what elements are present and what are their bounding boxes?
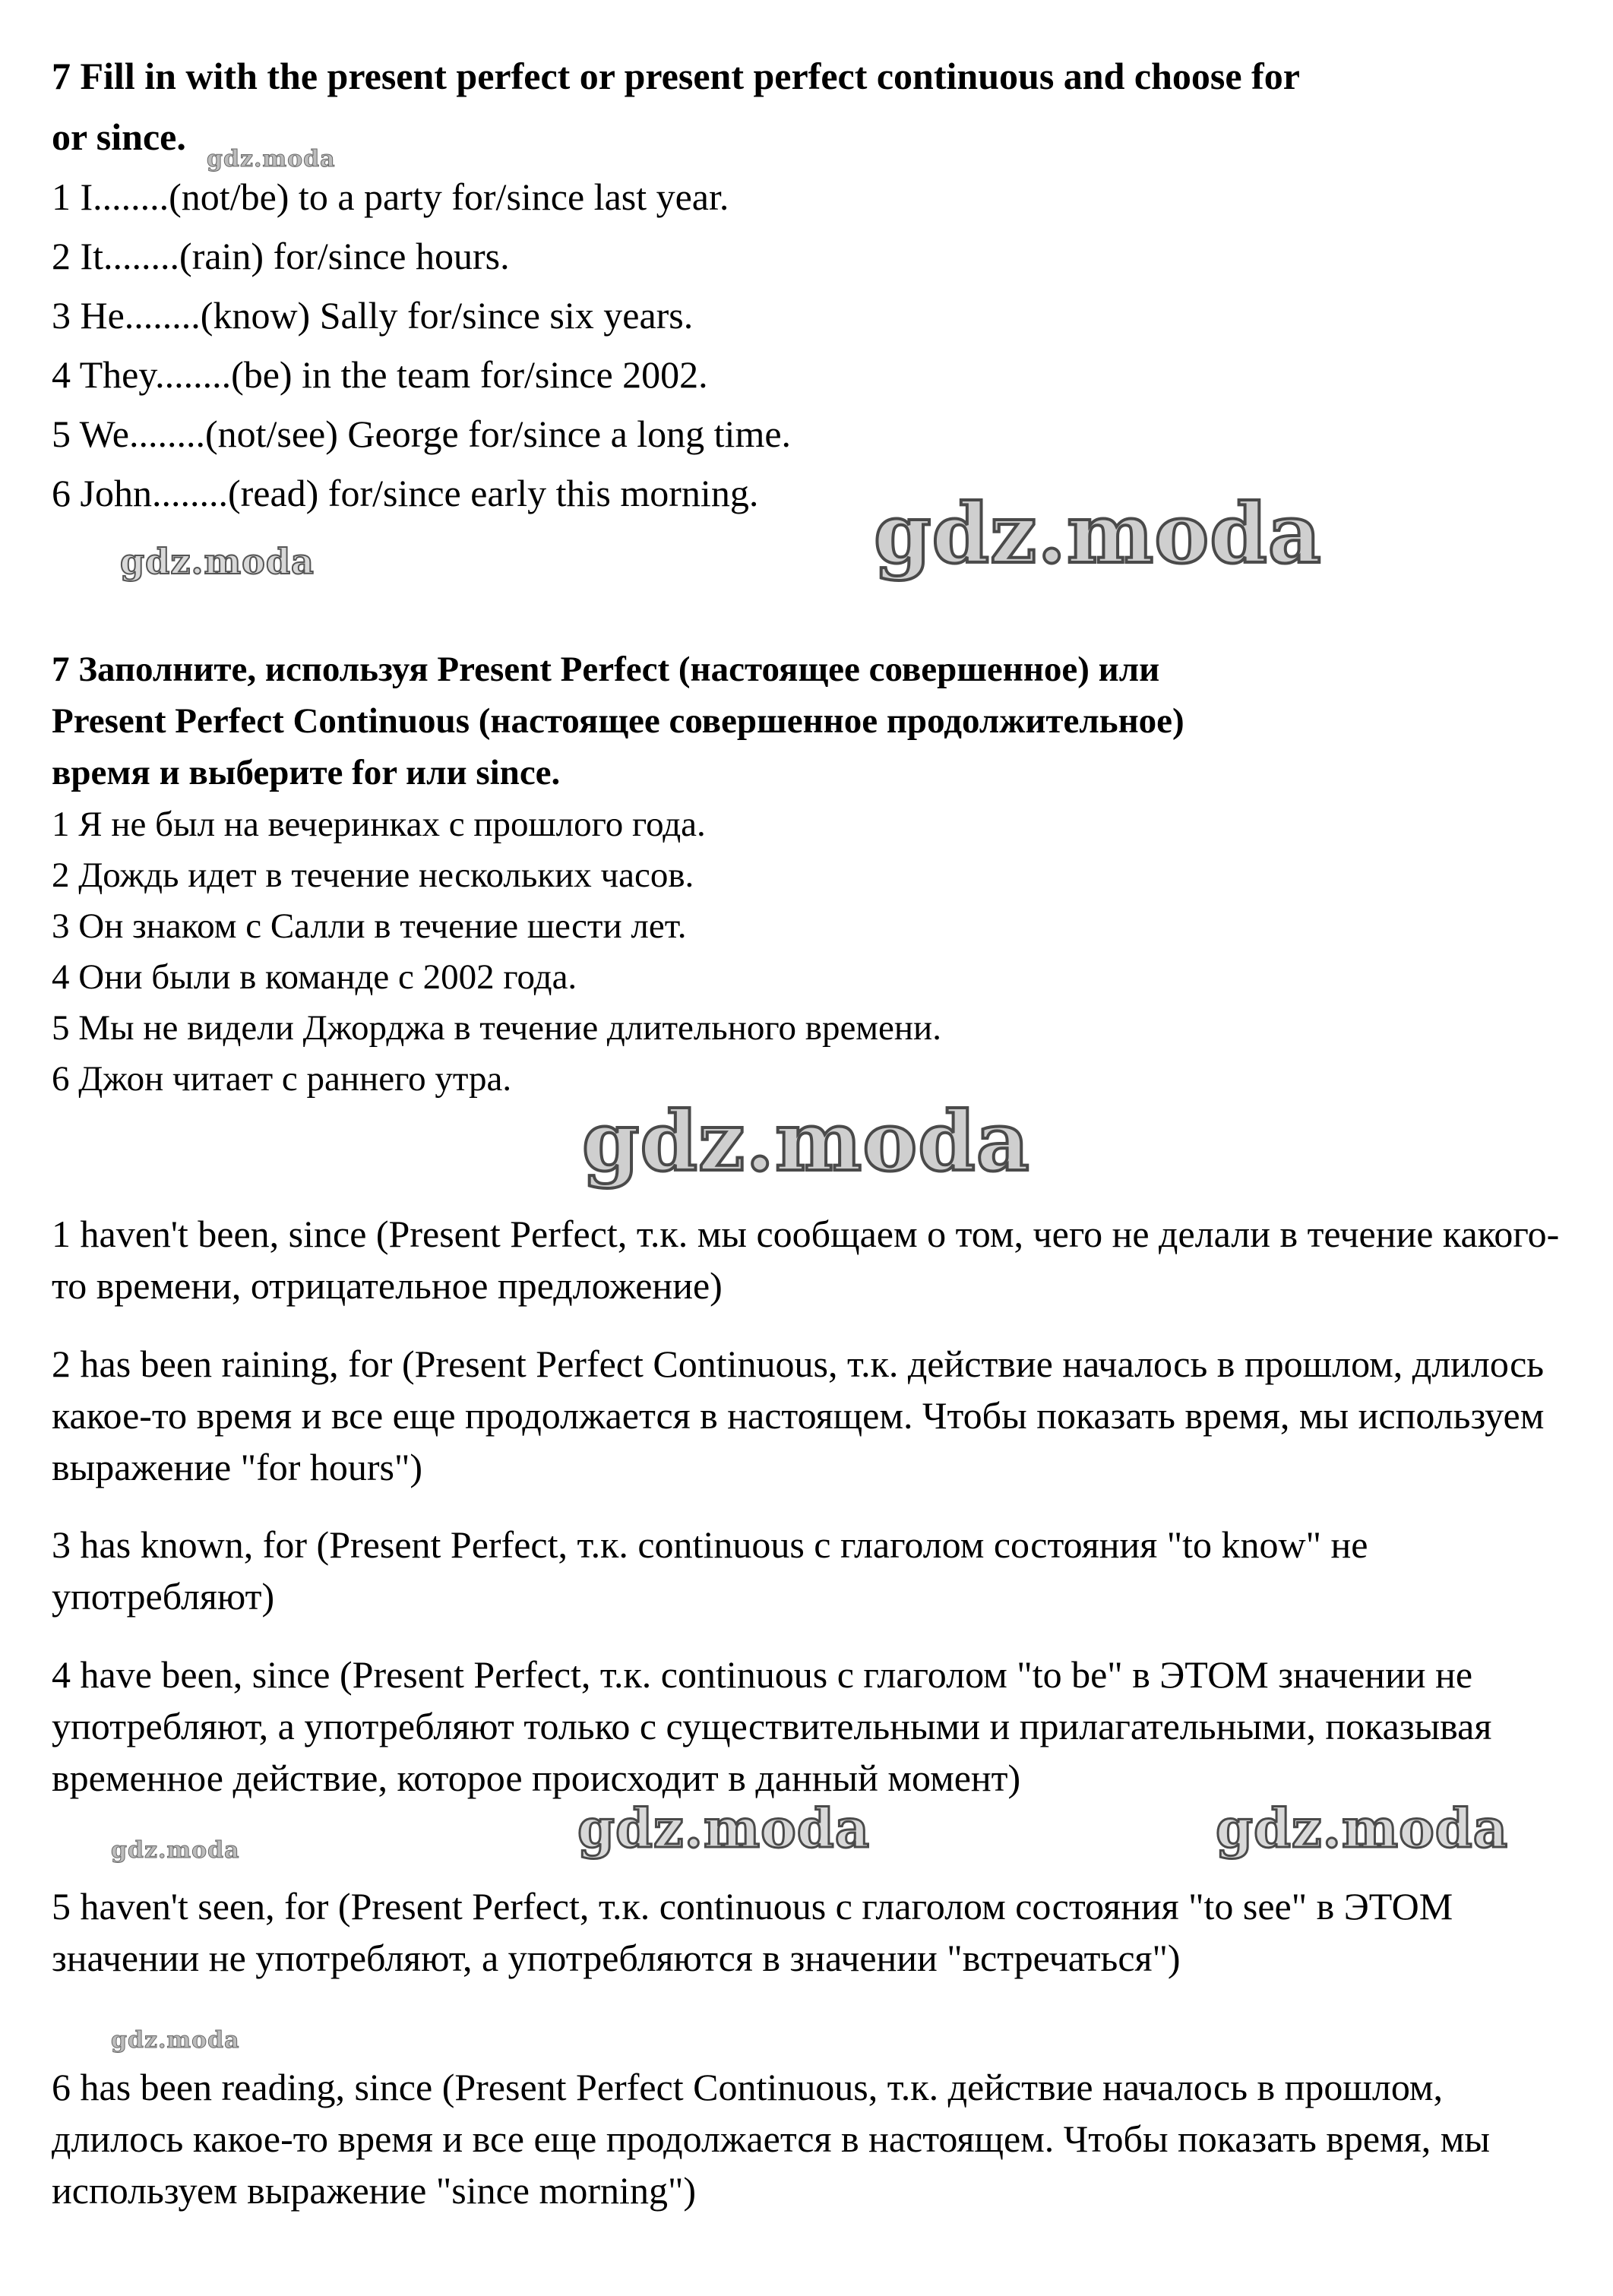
watermark-logo: gdz.moda	[111, 2027, 240, 2054]
translation-item: 4 Они были в команде с 2002 года.	[52, 957, 577, 997]
translation-heading-line-2: Present Perfect Continuous (настоящее совершенное продолжительное)	[52, 701, 1184, 741]
translation-item: 3 Он знаком с Салли в течение шести лет.	[52, 906, 687, 946]
watermark-logo: gdz.moda	[577, 1797, 871, 1860]
translation-item: 1 Я не был на вечеринках с прошлого года.	[52, 805, 706, 844]
answer-paragraph: 6 has been reading, since (Present Perfect Continuous, т.к. действие началось в прошлом, длилось какое-то время и все еще продолжается в настоящем. Чтобы показать время, мы используем выражение "since morning")	[52, 2066, 1490, 2212]
watermark-logo: gdz.moda	[874, 486, 1322, 582]
answer-paragraph: 1 haven't been, since (Present Perfect, т.к. мы сообщаем о том, чего не делали в течение какого-то времени, отрицательное предложение)	[52, 1213, 1560, 1307]
exercise-item: 4 They........(be) in the team for/since 2002.	[52, 353, 708, 396]
exercise-item: 5 We........(not/see) George for/since a long time.	[52, 413, 792, 455]
translation-item: 6 Джон читает с раннего утра.	[52, 1059, 512, 1099]
watermark-logo: gdz.moda	[582, 1094, 1030, 1190]
translation-item: 5 Мы не видели Джорджа в течение длительного времени.	[52, 1008, 941, 1048]
watermark-logo: gdz.moda	[207, 146, 336, 172]
answer-paragraph: 3 has known, for (Present Perfect, т.к. continuous с глаголом состояния "to know" не употребляют)	[52, 1523, 1368, 1618]
exercise-item: 2 It........(rain) for/since hours.	[52, 235, 510, 277]
translation-heading-line-3: время и выберите for или since.	[52, 753, 561, 792]
watermark-logo: gdz.moda	[111, 1837, 240, 1864]
translation-item: 2 Дождь идет в течение нескольких часов.	[52, 855, 694, 895]
watermark-logo: gdz.moda	[1216, 1797, 1509, 1860]
exercise-heading-line-2: or since.	[52, 115, 186, 158]
exercise-item: 6 John........(read) for/since early this morning.	[52, 472, 759, 514]
exercise-heading-line-1: 7 Fill in with the present perfect or present perfect continuous and choose for	[52, 55, 1300, 97]
answer-paragraph: 5 haven't seen, for (Present Perfect, т.к. continuous с глаголом состояния "to see" в ЭТОМ значении не употребляют, а употребляются в значении "встречаться")	[52, 1885, 1453, 1979]
answer-paragraph: 4 have been, since (Present Perfect, т.к. continuous с глаголом "to be" в ЭТОМ значении не употребляют, а употребляют только с существительными и прилагательными, показывая временное действие, которое происходит в данный момент)	[52, 1653, 1492, 1799]
exercise-item: 3 He........(know) Sally for/since six years.	[52, 294, 694, 337]
translation-heading-line-1: 7 Заполните, используя Present Perfect (настоящее совершенное) или	[52, 650, 1160, 689]
exercise-item: 1 I........(not/be) to a party for/since last year.	[52, 176, 729, 218]
answer-paragraph: 2 has been raining, for (Present Perfect Continuous, т.к. действие началось в прошлом, длилось какое-то время и все еще продолжается в настоящем. Чтобы показать время, мы используем выражение "for hours")	[52, 1342, 1545, 1488]
watermark-logo: gdz.moda	[120, 541, 315, 582]
